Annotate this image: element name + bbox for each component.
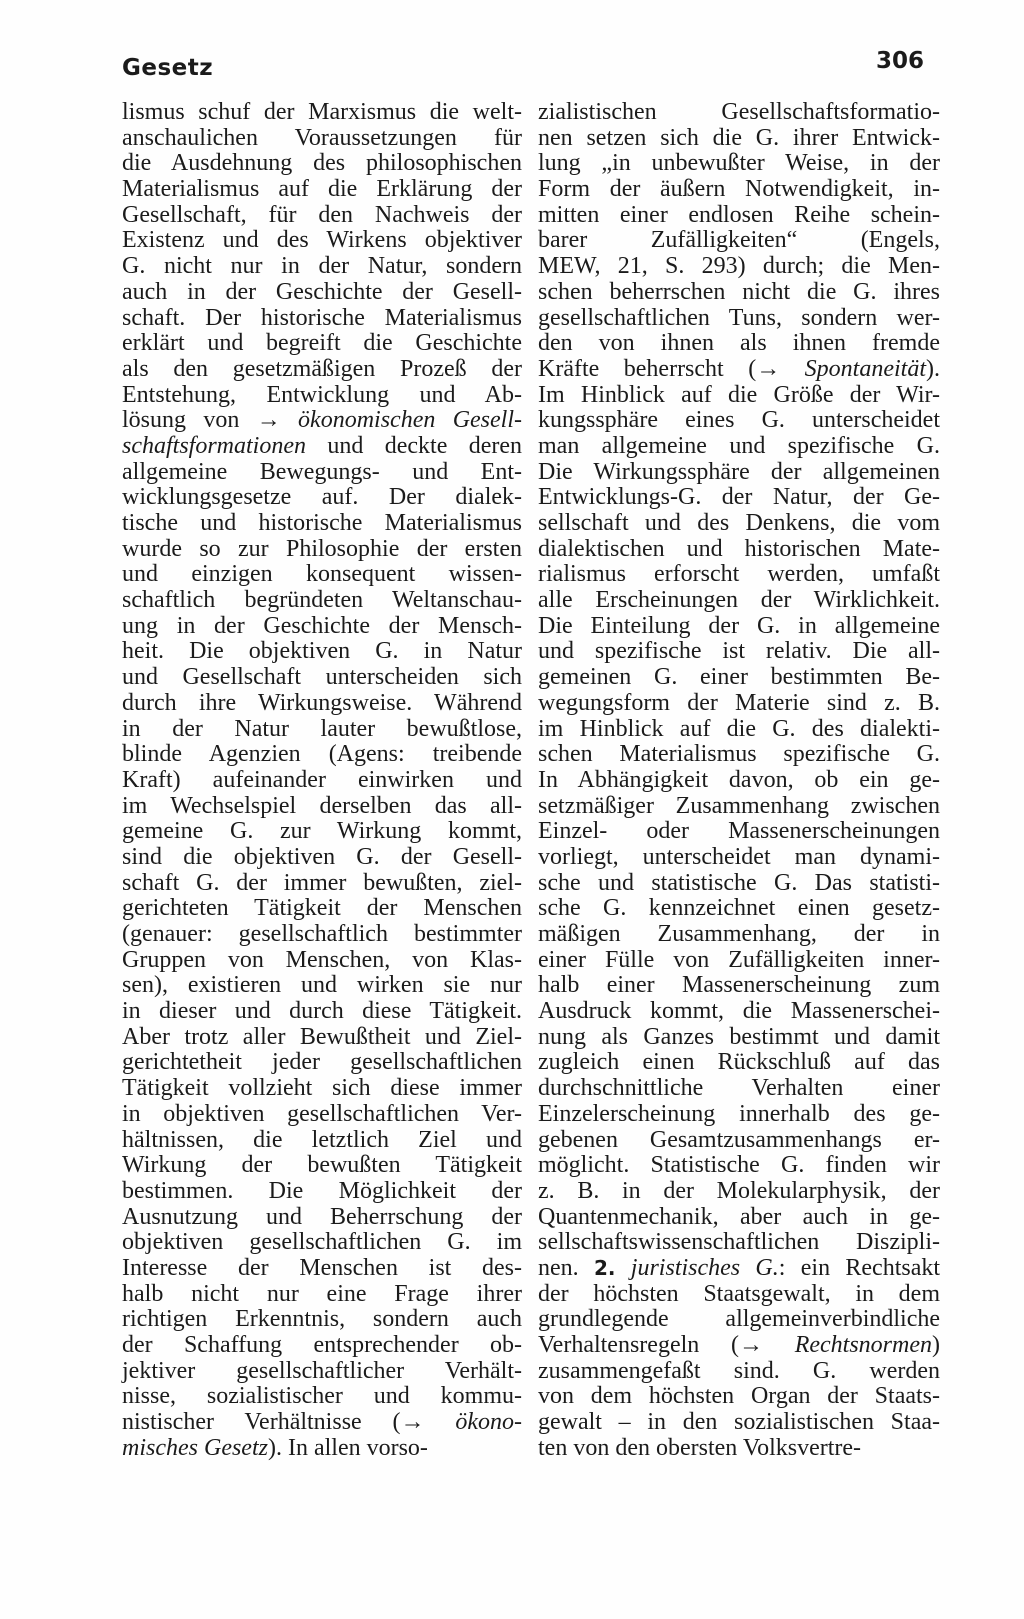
text-line: wicklungsgesetze auf. Der dialek- xyxy=(122,484,522,511)
text-line: Ausnutzung und Beherrschung der xyxy=(122,1203,522,1230)
text-line: setzmäßiger Zusammenhang zwischen xyxy=(538,792,940,819)
text-line: MEW, 21, S. 293) durch; die Men- xyxy=(538,253,940,280)
text-line: sen), existieren und wirken sie nur xyxy=(122,972,522,999)
text-line: (genauer: gesellschaftlich bestimmter xyxy=(122,921,522,947)
text-line: von dem höchsten Organ der Staats- xyxy=(538,1383,940,1410)
text-line: einer Fülle von Zufälligkeiten inner- xyxy=(538,946,940,973)
text-line: Im Hinblick auf die Größe der Wir- xyxy=(538,381,940,408)
text-line: nistischer Verhältnisse (→ ökono- xyxy=(122,1409,522,1436)
text-line: allgemeine Bewegungs- und Ent- xyxy=(122,458,522,485)
text-line: der höchsten Staatsgewalt, in dem xyxy=(538,1280,940,1307)
text-line: gerichteten Tätigkeit der Menschen xyxy=(122,895,522,922)
italic-term: ökonomischen Gesell- xyxy=(298,407,522,434)
text-line: lung „in unbewußter Weise, in der xyxy=(538,150,940,177)
text-line: richtigen Erkenntnis, sondern auch xyxy=(122,1306,522,1333)
text-line: lösung von → ökonomischen Gesell- xyxy=(122,407,522,434)
text-line: anschaulichen Voraussetzungen für xyxy=(122,124,522,151)
section-number: 2. xyxy=(593,1255,616,1280)
text-line: Entstehung, Entwicklung und Ab- xyxy=(122,381,522,408)
text-line: schaft. Der historische Materialismus xyxy=(122,304,522,331)
text-line: Gruppen von Menschen, von Klas- xyxy=(122,946,522,973)
running-head-keyword: Gesetz xyxy=(122,55,214,81)
text-line: durch ihre Wirkungsweise. Während xyxy=(122,689,522,716)
text-line: in der Natur lauter bewußtlose, xyxy=(122,715,522,742)
text-line: Materialismus auf die Erklärung der xyxy=(122,176,522,203)
text-line: tische und historische Materialismus xyxy=(122,510,522,536)
text-line: auch in der Geschichte der Gesell- xyxy=(122,278,522,305)
text-line: Wirkung der bewußten Tätigkeit xyxy=(122,1152,522,1179)
page-number: 306 xyxy=(876,48,925,74)
text-line: zugleich einen Rückschluß auf das xyxy=(538,1049,940,1076)
right-text-column xyxy=(538,100,940,1461)
text-line: nung als Ganzes bestimmt und damit xyxy=(538,1023,940,1050)
text-line: Ausdruck kommt, die Massenerschei- xyxy=(538,998,940,1025)
text-line: In Abhängigkeit davon, ob ein ge- xyxy=(538,766,940,793)
text-line: jektiver gesellschaftlicher Verhält- xyxy=(122,1357,522,1384)
text-line: möglicht. Statistische G. finden wir xyxy=(538,1152,940,1179)
text-line: Einzelerscheinung innerhalb des ge- xyxy=(538,1100,940,1127)
text-line: wegungsform der Materie sind z. B. xyxy=(538,689,940,716)
text-line: der Schaffung entsprechender ob- xyxy=(122,1332,522,1358)
text-line: ung in der Geschichte der Mensch- xyxy=(122,612,522,639)
text-line: man allgemeine und spezifische G. xyxy=(538,432,940,459)
text-line: schaftlich begründeten Weltanschau- xyxy=(122,587,522,614)
italic-term: schaftsformationen xyxy=(122,432,306,459)
text-line: gemeinen G. einer bestimmten Be- xyxy=(538,664,940,691)
text-line: blinde Agenzien (Agens: treibende xyxy=(122,741,522,768)
text-line: objektiven gesellschaftlichen G. im xyxy=(122,1229,522,1256)
text-line: Kraft) aufeinander einwirken und xyxy=(122,766,522,793)
text-line: Die Einteilung der G. in allgemeine xyxy=(538,612,940,639)
text-line: gewalt – in den sozialistischen Staa- xyxy=(538,1409,940,1436)
text-line: schaftsformationen und deckte deren xyxy=(122,432,522,459)
italic-term: Rechtsnormen xyxy=(794,1332,932,1358)
text-line: dialektischen und historischen Mate- xyxy=(538,535,940,562)
text-line: Gesellschaft, für den Nachweis der xyxy=(122,201,522,228)
text-line: nen. 2. juristisches G.: ein Rechtsakt xyxy=(538,1254,941,1281)
text-line: sellschaft und des Denkens, die vom xyxy=(538,510,940,536)
text-line: halb einer Massenerscheinung zum xyxy=(538,972,940,999)
text-line: Form der äußern Notwendigkeit, in- xyxy=(538,176,940,203)
text-line: gemeine G. zur Wirkung kommt, xyxy=(122,818,522,845)
text-line: den von ihnen als ihnen fremde xyxy=(538,330,940,357)
text-line: in objektiven gesellschaftlichen Ver- xyxy=(122,1100,522,1127)
text-line: kungssphäre eines G. unterscheidet xyxy=(538,407,940,434)
text-line: schaft G. der immer bewußten, ziel- xyxy=(122,869,522,896)
text-line: und Gesellschaft unterscheiden sich xyxy=(122,664,522,691)
text-line: im Hinblick auf die G. des dialekti- xyxy=(538,715,940,742)
text-line: mäßigen Zusammenhang, der in xyxy=(538,921,940,947)
text-line: und spezifische ist relativ. Die all- xyxy=(538,638,940,665)
text-line: erklärt und begreift die Geschichte xyxy=(122,330,522,357)
text-line: wurde so zur Philosophie der ersten xyxy=(122,535,522,562)
text-line: und einzigen konsequent wissen- xyxy=(122,561,522,588)
text-line: Einzel- oder Massenerscheinungen xyxy=(538,818,940,845)
text-line: gesellschaftlichen Tuns, sondern wer- xyxy=(538,304,940,331)
text-line: gebenen Gesamtzusammenhangs er- xyxy=(538,1126,940,1153)
text-line: lismus schuf der Marxismus die welt- xyxy=(122,99,522,125)
text-line: nen setzen sich die G. ihrer Entwick- xyxy=(538,124,940,151)
text-line: gerichtetheit jeder gesellschaftlichen xyxy=(122,1049,522,1076)
text-line: in dieser und durch diese Tätigkeit. xyxy=(122,998,522,1025)
text-line: Aber trotz aller Bewußtheit und Ziel- xyxy=(122,1023,522,1050)
text-line: halb nicht nur eine Frage ihrer xyxy=(122,1280,522,1307)
text-line: schen Materialismus spezifische G. xyxy=(538,741,940,768)
text-line: barer Zufälligkeiten“ (Engels, xyxy=(538,227,940,254)
text-line: Tätigkeit vollzieht sich diese immer xyxy=(122,1075,522,1102)
text-line: ten von den obersten Volksvertre- xyxy=(538,1434,862,1461)
text-line: z. B. in der Molekularphysik, der xyxy=(538,1177,940,1204)
text-line: vorliegt, unterscheidet man dynami- xyxy=(538,843,940,870)
text-line: alle Erscheinungen der Wirklichkeit. xyxy=(538,587,940,614)
text-line: Die Wirkungssphäre der allgemeinen xyxy=(538,458,940,485)
text-line: sind die objektiven G. der Gesell- xyxy=(122,843,522,870)
text-line: sellschaftswissenschaftlichen Diszipli- xyxy=(538,1229,940,1256)
text-line: bestimmen. Die Möglichkeit der xyxy=(122,1177,522,1204)
text-line: Existenz und des Wirkens objektiver xyxy=(122,227,522,254)
italic-term: ökono- xyxy=(455,1409,522,1436)
italic-term: juristisches G. xyxy=(630,1254,779,1281)
text-line: rialismus erforscht werden, umfaßt xyxy=(538,561,940,588)
text-line: durchschnittliche Verhalten einer xyxy=(538,1075,940,1102)
text-line: Kräfte beherrscht (→ Spontaneität). xyxy=(538,355,940,382)
text-line: Entwicklungs-G. der Natur, der Ge- xyxy=(538,484,940,511)
italic-term: misches Gesetz xyxy=(122,1434,268,1461)
text-line: Verhaltensregeln (→ Rechtsnormen) xyxy=(538,1332,940,1358)
text-line: misches Gesetz). In allen vorso- xyxy=(122,1434,428,1461)
text-line: sche und statistische G. Das statisti- xyxy=(538,869,940,896)
text-line: sche G. kennzeichnet einen gesetz- xyxy=(538,895,940,922)
text-line: hältnissen, die letztlich Ziel und xyxy=(122,1126,522,1153)
text-line: G. nicht nur in der Natur, sondern xyxy=(122,253,522,280)
text-line: heit. Die objektiven G. in Natur xyxy=(122,638,522,665)
text-line: als den gesetzmäßigen Prozeß der xyxy=(122,355,522,382)
text-line: zusammengefaßt sind. G. werden xyxy=(538,1357,940,1384)
text-line: schen beherrschen nicht die G. ihres xyxy=(538,278,940,305)
text-line: grundlegende allgemeinverbindliche xyxy=(538,1306,940,1333)
italic-term: Spontaneität xyxy=(804,355,926,382)
left-text-column xyxy=(122,100,522,1461)
text-line: nisse, sozialistischer und kommu- xyxy=(122,1383,522,1410)
text-line: Quantenmechanik, aber auch in ge- xyxy=(538,1203,940,1230)
text-line: zialistischen Gesellschaftsformatio- xyxy=(538,99,940,125)
text-line: die Ausdehnung des philosophischen xyxy=(122,150,522,177)
text-line: im Wechselspiel derselben das all- xyxy=(122,792,522,819)
text-line: Interesse der Menschen ist des- xyxy=(122,1254,522,1281)
text-line: mitten einer endlosen Reihe schein- xyxy=(538,201,940,228)
